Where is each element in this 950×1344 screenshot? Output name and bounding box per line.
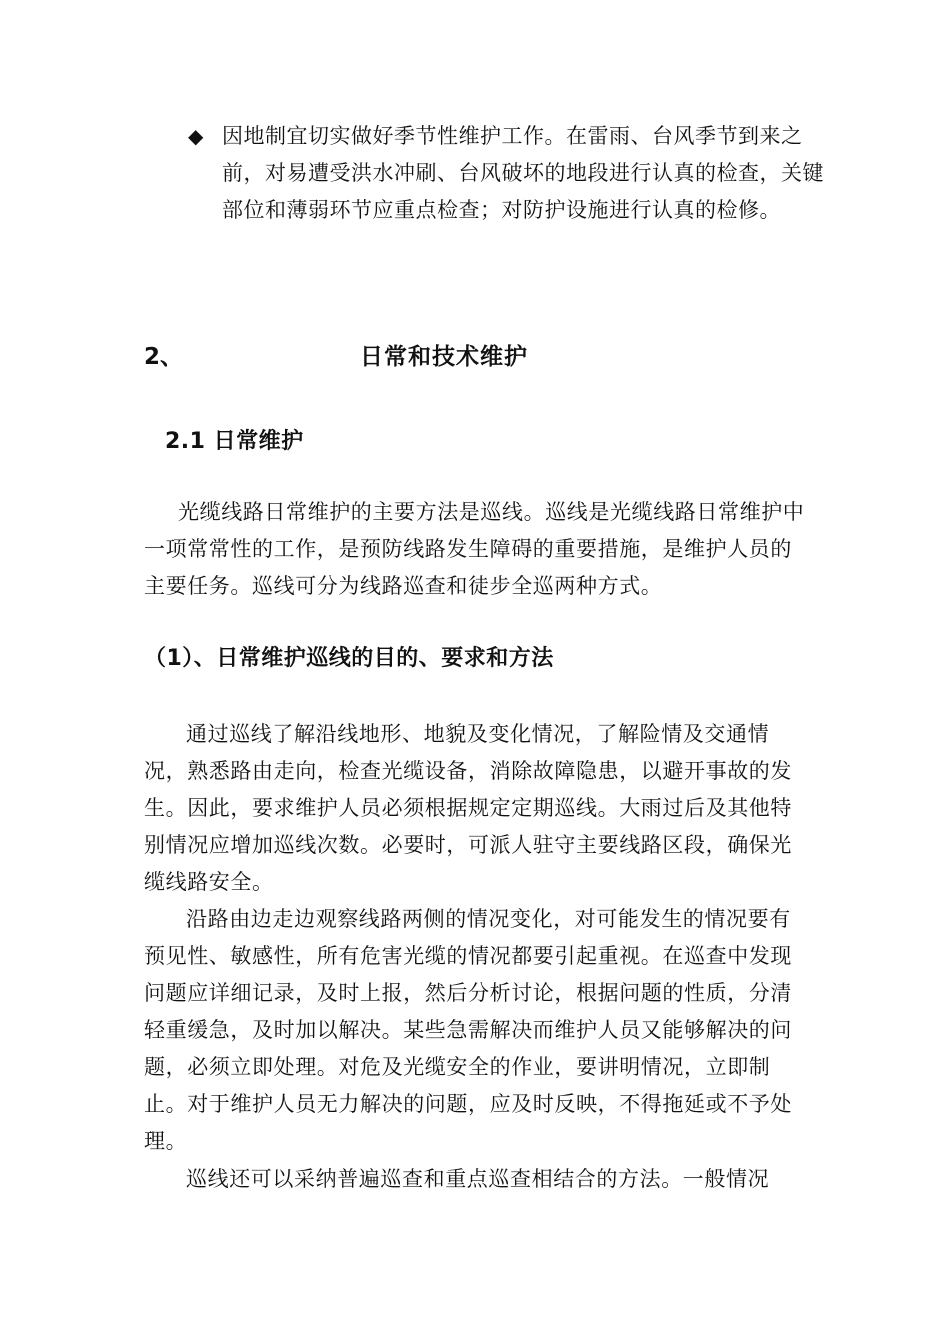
subheading-patrol-purpose: （1）、日常维护巡线的目的、要求和方法 [144,646,554,671]
paragraph-patrol-intro: 光缆线路日常维护的主要方法是巡线。巡线是光缆线路日常维护中一项常常性的工作，是预防线路发生障碍的重要措施，是维护人员的主要任务。巡线可分为线路巡查和徒步全巡两种方式。 [144,500,805,598]
paragraph-patrol-methods: 巡线还可以采纳普遍巡查和重点巡查相结合的方法。一般情况 [186,1167,770,1191]
paragraph-patrol-observation: 沿路由边走边观察线路两侧的情况变化，对可能发生的情况要有预见性、敏感性，所有危害光缆的情况都要引起重视。在巡查中发现问题应详细记录，及时上报，然后分析讨论，根据问题的性质，分清轻重缓急，及时加以解决。某些急需解决而维护人员又能够解决的问题，必须立即处理。对危及光缆安全的作业，要讲明情况，立即制止。对于维护人员无力解决的问题，应及时反映，不得拖延或不予处理。 [144,907,792,1153]
section-title: 日常和技术维护 [360,344,528,370]
bullet-text: 因地制宜切实做好季节性维护工作。在雷雨、台风季节到来之前，对易遭受洪水冲刷、台风破坏的地段进行认真的检查，关键部位和薄弱环节应重点检查；对防护设施进行认真的检修。 [222,124,824,222]
paragraph-patrol-purpose: 通过巡线了解沿线地形、地貌及变化情况，了解险情及交通情况，熟悉路由走向，检查光缆设备，消除故障隐患，以避开事故的发生。因此，要求维护人员必须根据规定定期巡线。大雨过后及其他特别情况应增加巡线次数。必要时，可派人驻守主要线路区段，确保光缆线路安全。 [144,722,792,894]
section-number: 2、 [144,344,184,370]
subsection-heading: 2.1 日常维护 [165,429,304,454]
bullet-item [188,118,828,229]
section-heading [144,338,824,378]
diamond-bullet-icon: ◆ [188,124,204,148]
